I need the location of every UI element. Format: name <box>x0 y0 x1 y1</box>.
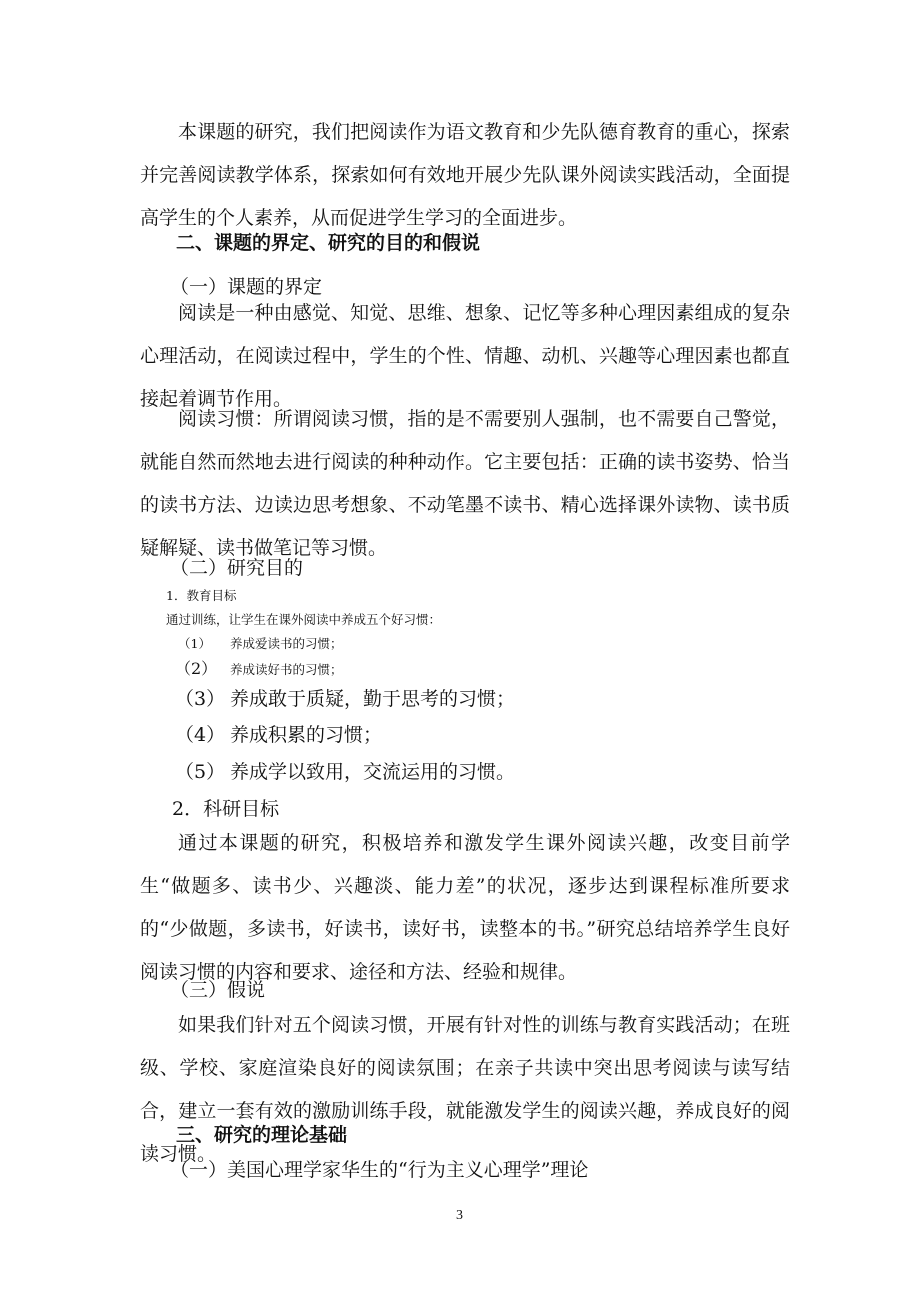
section-heading-2: 二、课题的界定、研究的目的和假说 <box>176 232 481 254</box>
hypothesis-paragraph: 如果我们针对五个阅读习惯，开展有针对性的训练与教育实践活动；在班级、学校、家庭渲染良好的阅读氛围；在亲子共读中突出思考阅读与读写结合，建立一套有效的激励训练手段，就能激发学生的阅读兴趣，养成良好的阅读习惯。 <box>140 1014 790 1165</box>
subheading-research-purpose: （二）研究目的 <box>170 557 304 579</box>
intro-paragraph: 本课题的研究，我们把阅读作为语文教育和少先队德育教育的重心，探索并完善阅读教学体系，探索如何有效地开展少先队课外阅读实践活动，全面提高学生的个人素养，从而促进学生学习的全面进步。 <box>140 121 790 229</box>
habit-number: （2） <box>175 659 218 678</box>
reading-habit-paragraph: 阅读习惯：所谓阅读习惯，指的是不需要别人强制，也不需要自己警觉，就能自然而然地去进行阅读的种种动作。它主要包括：正确的读书姿势、恰当的读书方法、边读边思考想象、不动笔墨不读书、精心选择课外读物、读书质疑解疑、读书做笔记等习惯。 <box>140 408 790 559</box>
section-heading-3: 三、研究的理论基础 <box>176 1124 348 1146</box>
education-goal-title: 1．教育目标 <box>166 588 237 603</box>
habit-number: （5） <box>175 761 226 783</box>
subheading-definition: （一）课题的界定 <box>170 276 323 298</box>
habit-text: 养成敢于质疑，勤于思考的习惯； <box>230 688 516 710</box>
research-goal-paragraph: 通过本课题的研究，积极培养和激发学生课外阅读兴趣，改变目前学生“做题多、读书少、兴趣淡、能力差”的状况，逐步达到课程标准所要求的“少做题，多读书，好读书，读好书，读整本的书。”研究总结培养学生良好阅读习惯的内容和要求、途径和方法、经验和规律。 <box>140 832 790 983</box>
theory-subheading: （一）美国心理学家华生的“行为主义心理学”理论 <box>170 1159 589 1181</box>
page-number: 3 <box>456 1208 463 1223</box>
habit-number: （3） <box>175 688 226 710</box>
education-goal-intro: 通过训练，让学生在课外阅读中养成五个好习惯： <box>166 612 442 627</box>
research-goal-title: 2．科研目标 <box>172 798 280 820</box>
habit-number: （1） <box>178 636 211 651</box>
definition-paragraph: 阅读是一种由感觉、知觉、思维、想象、记忆等多种心理因素组成的复杂心理活动，在阅读过程中，学生的个性、情趣、动机、兴趣等心理因素也都直接起着调节作用。 <box>140 302 790 410</box>
habit-number: （4） <box>175 724 226 746</box>
habit-text: 养成积累的习惯； <box>230 724 383 746</box>
subheading-hypothesis: （三）假说 <box>170 979 266 1001</box>
habit-text: 养成爱读书的习惯； <box>230 636 343 651</box>
habit-text: 养成学以致用，交流运用的习惯。 <box>230 761 516 783</box>
habit-text: 养成读好书的习惯； <box>230 662 343 677</box>
